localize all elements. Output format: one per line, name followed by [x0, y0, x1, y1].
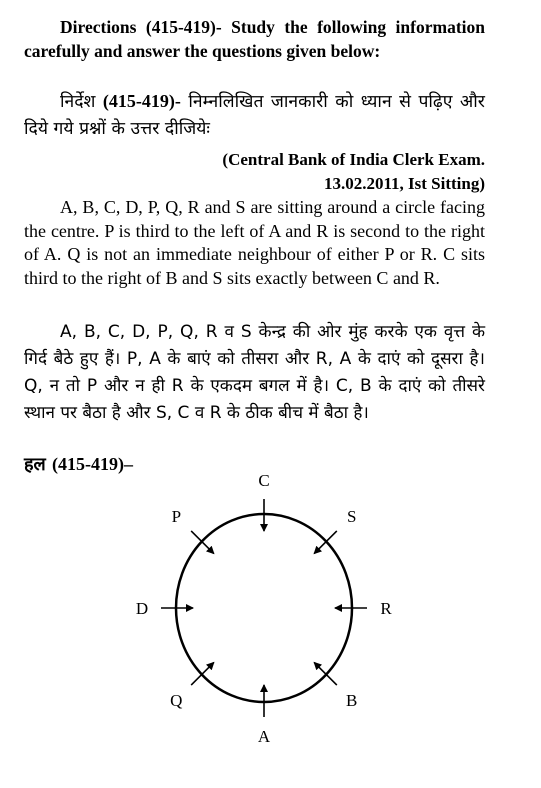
- seat-label-a: A: [257, 727, 271, 746]
- exam-source-line-2: 13.02.2011, Ist Sitting): [323, 174, 485, 193]
- seat-label-s: S: [346, 507, 357, 527]
- exam-source-line-1: (Central Bank of India Clerk Exam.: [222, 150, 485, 169]
- puzzle-hindi: A, B, C, D, P, Q, R व S केन्द्र की ओर मुंह करके एक वृत्त के गिर्द बैठे हुए हैं। P, A के बाएं को तीसरा और R, A के दाएं को दूसरा है। Q, न तो P और न ही R के एकदम बगल में है। C, B के दाएं को तीसरे स्थान पर बैठा है और S, C व R के ठीक बीच में बैठा है।: [24, 322, 485, 423]
- directions-hindi-label: निर्देश: [60, 92, 96, 112]
- directions-hindi-range: (415-419)-: [102, 91, 181, 111]
- puzzle-english: A, B, C, D, P, Q, R and S are sitting around a circle facing the centre. P is third to the left of A and R is second to the right of A. Q is not an immediate neighbour of either P or R. C sits third to the right of B and S sits exactly between C and R.: [24, 197, 485, 288]
- solution-range: (415-419)–: [52, 454, 134, 474]
- seat-label-d: D: [135, 599, 149, 618]
- seat-layer: [136, 471, 392, 746]
- seat-label-p: P: [171, 507, 182, 527]
- seat-label-r: R: [380, 599, 392, 618]
- seat-label-c: C: [258, 471, 270, 490]
- directions-hindi-text: निम्नलिखित जानकारी को ध्यान से पढ़िए और दिये गये प्रश्नों के उत्तर दीजियेः: [24, 92, 485, 139]
- solution-label: हल: [24, 454, 46, 475]
- seat-label-b: B: [346, 690, 358, 710]
- directions-english: Directions (415-419)- Study the following information carefully and answer the questions given below:: [24, 17, 485, 61]
- seat-label-q: Q: [170, 690, 183, 710]
